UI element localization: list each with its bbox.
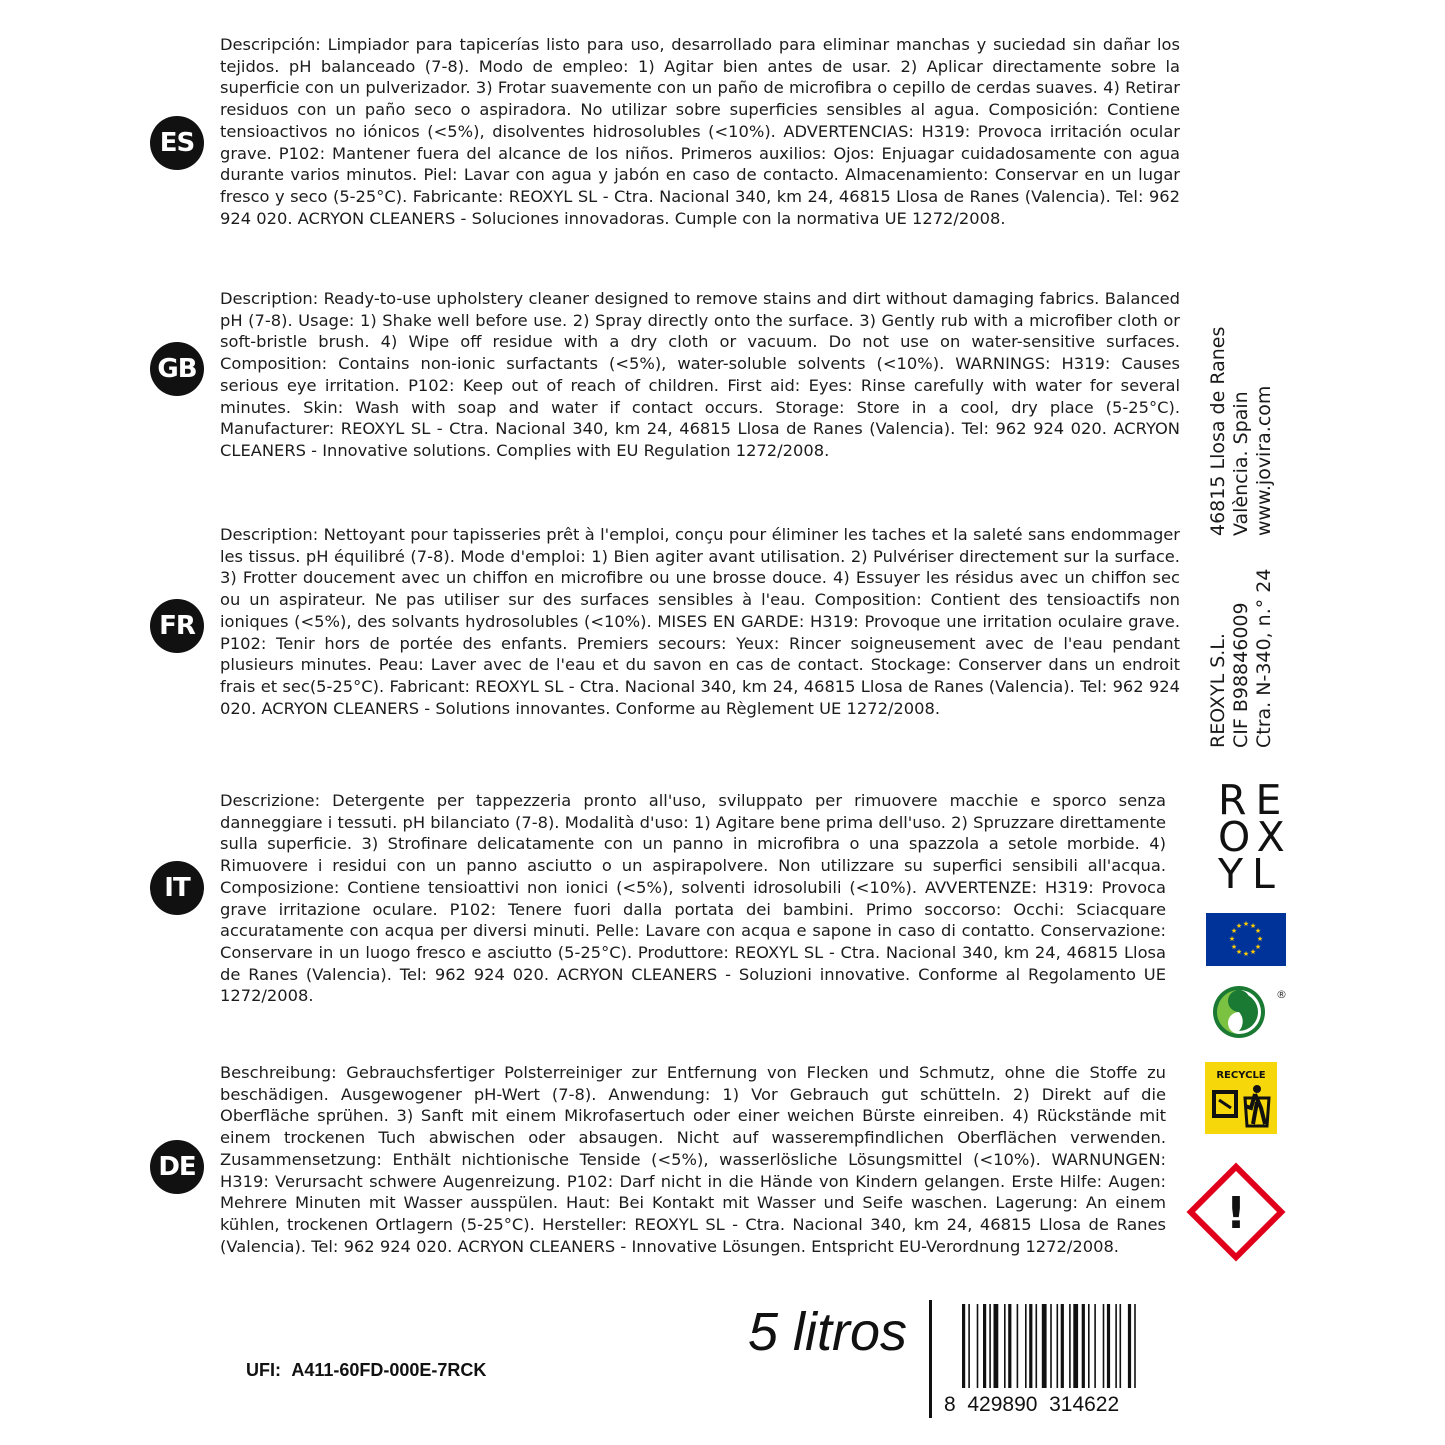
company-address-block xyxy=(1207,328,1297,748)
section-de xyxy=(150,1062,1182,1282)
company-city: 46815 Llosa de Ranes xyxy=(1207,326,1229,536)
barcode-bar xyxy=(1017,1304,1019,1388)
barcode-bars xyxy=(942,1300,1182,1396)
svg-text:★: ★ xyxy=(1230,927,1238,935)
barcode-bar xyxy=(1107,1304,1110,1388)
eu-stars xyxy=(1206,913,1286,966)
svg-text:★: ★ xyxy=(1228,935,1236,943)
svg-text:★: ★ xyxy=(1254,927,1262,935)
company-address-column-2 xyxy=(1207,327,1276,536)
barcode-bar xyxy=(1088,1304,1090,1388)
barcode-bar xyxy=(989,1304,991,1388)
language-badge-fr: FR xyxy=(150,599,204,653)
barcode-bar xyxy=(1042,1304,1047,1388)
svg-text:★: ★ xyxy=(1256,935,1264,943)
section-fr xyxy=(150,524,1182,744)
footer-divider xyxy=(929,1300,932,1418)
language-badge-gb: GB xyxy=(150,342,204,396)
barcode-bar xyxy=(983,1304,986,1388)
barcode-bar xyxy=(968,1304,970,1388)
language-badge-es: ES xyxy=(150,116,204,170)
svg-text:★: ★ xyxy=(1242,920,1250,928)
svg-text:★: ★ xyxy=(1249,922,1257,930)
description-text-fr: Description: Nettoyant pour tapisseries prêt à l'emploi, conçu pour éliminer les taches et la saleté sans endommager les tissus. pH équilibré (7-8). Mode d'emploi: 1) Bien agiter avant utilisation. 2) Pulvériser directement sur la surface. 3) Frotter doucement avec un chiffon en microfibre ou une brosse douce. 4) Essuyer les résidus avec un chiffon sec ou un aspirateur. Ne pas utiliser sur des surfaces sensibles à l'eau. Composition: Contient des tensioactifs non ioniques (<5%), des solvants hydrosolubles (<10%). MISES EN GARDE: H319: Provoque une irritation oculaire grave. P102: Tenir hors de portée des enfants. Premiers secours: Yeux: Rincer soigneusement avec de l'eau pendant plusieurs minutes. Peau: Laver avec de l'eau et du savon en cas de contact. Stockage: Conserver dans un endroit frais et sec(5-25°C). Fabricant: REOXYL SL - Ctra. Nacional 340, km 24, 46815 Llosa de Ranes (Valencia). Tel: 962 924 020. ACRYON CLEANERS - Solutions innovantes. Conforme au Règlement UE 1272/2008. xyxy=(220,525,1180,718)
logo-line-2: OX xyxy=(1218,813,1294,861)
barcode-bar xyxy=(1008,1304,1011,1388)
svg-text:★: ★ xyxy=(1249,948,1257,956)
barcode-bar xyxy=(1029,1304,1032,1388)
barcode-bar xyxy=(1050,1304,1052,1388)
barcode-bar xyxy=(1036,1304,1038,1388)
barcode-bar xyxy=(1057,1304,1059,1388)
hazard-exclamation-mark: ! xyxy=(1225,1188,1247,1239)
svg-text:★: ★ xyxy=(1254,943,1262,951)
section-es xyxy=(150,34,1182,254)
description-text-es: Descripción: Limpiador para tapicerías listo para uso, desarrollado para eliminar manchas y suciedad sin dañar los tejidos. pH balanceado (7-8). Modo de empleo: 1) Agitar bien antes de usar. 2) Aplicar directamente sobre la superficie con un pulverizador. 3) Frotar suavemente con un paño de microfibra o cepillo de cerdas suaves. 4) Retirar residuos con un paño seco o aspiradora. No utilizar sobre superficies sensibles al agua. Composición: Contiene tensioactivos no iónicos (<5%), disolventes hidrosolubles (<10%). ADVERTENCIAS: H319: Provoca irritación ocular grave. P102: Mantener fuera del alcance de los niños. Primeros auxilios: Ojos: Enjuagar cuidadosamente con agua durante varios minutos. Piel: Lavar con agua y jabón en caso de contacto. Almacenamiento: Conservar en un lugar fresco y seco (5-25°C). Fabricante: REOXYL SL - Ctra. Nacional 340, km 24, 46815 Llosa de Ranes (Valencia). Tel: 962 924 020. ACRYON CLEANERS - Soluciones innovadoras. Cumple con la normativa UE 1272/2008. xyxy=(220,35,1180,228)
svg-text:★: ★ xyxy=(1235,948,1243,956)
description-text-gb: Description: Ready-to-use upholstery cleaner designed to remove stains and dirt without damaging fabrics. Balanced pH (7-8). Usage: 1) Shake well before use. 2) Spray directly onto the surface. 3) Gently rub with a microfiber cloth or soft-bristle brush. 4) Wipe off residue with a dry cloth or vacuum. Do not use on water-sensitive surfaces. Composition: Contains non-ionic surfactants (<5%), water-soluble solvents (<10%). WARNINGS: H319: Causes serious eye irritation. P102: Keep out of reach of children. First aid: Eyes: Rinse carefully with water for several minutes. Skin: Wash with soap and water if contact occurs. Storage: Store in a cool, dry place (5-25°C). Manufacturer: REOXYL SL - Ctra. Nacional 340, km 24, 46815 Llosa de Ranes (Valencia). Tel: 962 924 020. ACRYON CLEANERS - Innovative solutions. Complies with EU Regulation 1272/2008. xyxy=(220,289,1180,460)
svg-text:★: ★ xyxy=(1230,943,1238,951)
company-address-column-1 xyxy=(1207,569,1276,748)
barcode-bar xyxy=(1082,1304,1085,1388)
svg-text:★: ★ xyxy=(1235,922,1243,930)
barcode-bar xyxy=(994,1304,999,1388)
company-street: Ctra. N-340, n.° 24 xyxy=(1253,568,1275,748)
company-country: València. Spain xyxy=(1230,391,1252,536)
company-name: REOXYL S.L. xyxy=(1207,633,1229,748)
ufi-code: UFI: A411-60FD-000E-7RCK xyxy=(246,1360,487,1380)
registered-mark: ® xyxy=(1276,988,1287,1001)
ghs-exclamation-icon xyxy=(1186,1162,1286,1267)
logo-line-1: RE xyxy=(1218,776,1291,824)
green-dot-icon xyxy=(1210,984,1287,1045)
barcode-bar xyxy=(962,1304,965,1388)
logo-line-3: YL xyxy=(1218,850,1284,898)
section-gb xyxy=(150,288,1182,488)
volume-label: 5 litros xyxy=(748,1302,908,1362)
barcode-bar xyxy=(1004,1304,1006,1388)
barcode-bar xyxy=(1120,1304,1122,1388)
barcode-bar xyxy=(1103,1304,1105,1388)
barcode-bar xyxy=(1134,1304,1136,1388)
description-text-de: Beschreibung: Gebrauchsfertiger Polsterreiniger zur Entfernung von Flecken und Schmutz, ohne die Stoffe zu beschädigen. Ausgewogener pH-Wert (7-8). Anwendung: 1) Vor Gebrauch gut schütteln. 2) Direkt auf die Oberfläche sprühen. 3) Sanft mit einem Mikrofasertuch oder einer weichen Bürste einreiben. 4) Rückstände mit einem trockenen Tuch abwischen oder absaugen. Nicht auf wasserempfindlichen Oberflächen verwenden. Zusammensetzung: Enthält nichtionische Tenside (<5%), wasserlösliche Lösungsmittel (<10%). WARNUNGEN: H319: Verursacht schwere Augenreizung. P102: Darf nicht in die Hände von Kindern gelangen. Erste Hilfe: Augen: Mehrere Minuten mit Wasser ausspülen. Haut: Bei Kontakt mit Wasser und Seife waschen. Lagerung: An einem kühlen, trockenen Ortlagern (5-25°C). Hersteller: REOXYL SL - Ctra. Nacional 340, km 24, 46815 Llosa de Ranes (Valencia). Tel: 962 924 020. ACRYON CLEANERS - Innovative Lösungen. Entspricht EU-Verordnung 1272/2008. xyxy=(220,1063,1166,1256)
recycle-label: RECYCLE xyxy=(1216,1070,1266,1081)
language-badge-it: IT xyxy=(150,861,204,915)
barcode-bar xyxy=(1115,1304,1117,1388)
svg-text:★: ★ xyxy=(1242,950,1250,958)
reoxyl-logo xyxy=(1218,776,1294,898)
barcode-bar xyxy=(1061,1304,1064,1388)
barcode-number: 8 429890 314622 xyxy=(944,1393,1120,1416)
language-badge-de: DE xyxy=(150,1140,204,1194)
barcode-bar xyxy=(977,1304,979,1388)
company-cif: CIF B98846009 xyxy=(1230,602,1252,748)
barcode-bar xyxy=(1128,1304,1131,1388)
barcode-bar xyxy=(1069,1304,1071,1388)
barcode-bar xyxy=(1025,1304,1027,1388)
barcode-bar xyxy=(1073,1304,1078,1388)
description-text-it: Descrizione: Detergente per tappezzeria pronto all'uso, sviluppato per rimuovere macchie e sporco senza danneggiare i tessuti. pH bilanciato (7-8). Modalità d'uso: 1) Agitare bene prima dell'uso. 2) Spruzzare direttamente sulla superficie. 3) Strofinare delicatamente con un panno in microfibra o una spazzola a setole morbide. 4) Rimuovere i residui con un panno asciutto o un aspirapolvere. Non utilizzare su superfici sensibili all'acqua. Composizione: Contiene tensioattivi non ionici (<5%), solventi idrosolubili (<10%). AVVERTENZE: H319: Provoca grave irritazione oculare. P102: Tenere fuori dalla portata dei bambini. Primo soccorso: Occhi: Sciacquare accuratamente con acqua per diversi minuti. Pelle: Lavare con acqua e sapone in caso di contatto. Conservazione: Conservare in un luogo fresco e asciutto (5-25°C). Produttore: REOXYL SL - Ctra. Nacional 340, km 24, 46815 Llosa de Ranes (Valencia). Tel: 962 924 020. ACRYON CLEANERS - Soluzioni innovative. Conforme al Regolamento UE 1272/2008. xyxy=(220,791,1166,1006)
recycle-bin-icon xyxy=(1205,1062,1277,1134)
eu-flag-icon xyxy=(1206,913,1286,966)
barcode-bar xyxy=(1094,1304,1096,1388)
section-it xyxy=(150,790,1182,1010)
company-website: www.jovira.com xyxy=(1253,385,1275,536)
